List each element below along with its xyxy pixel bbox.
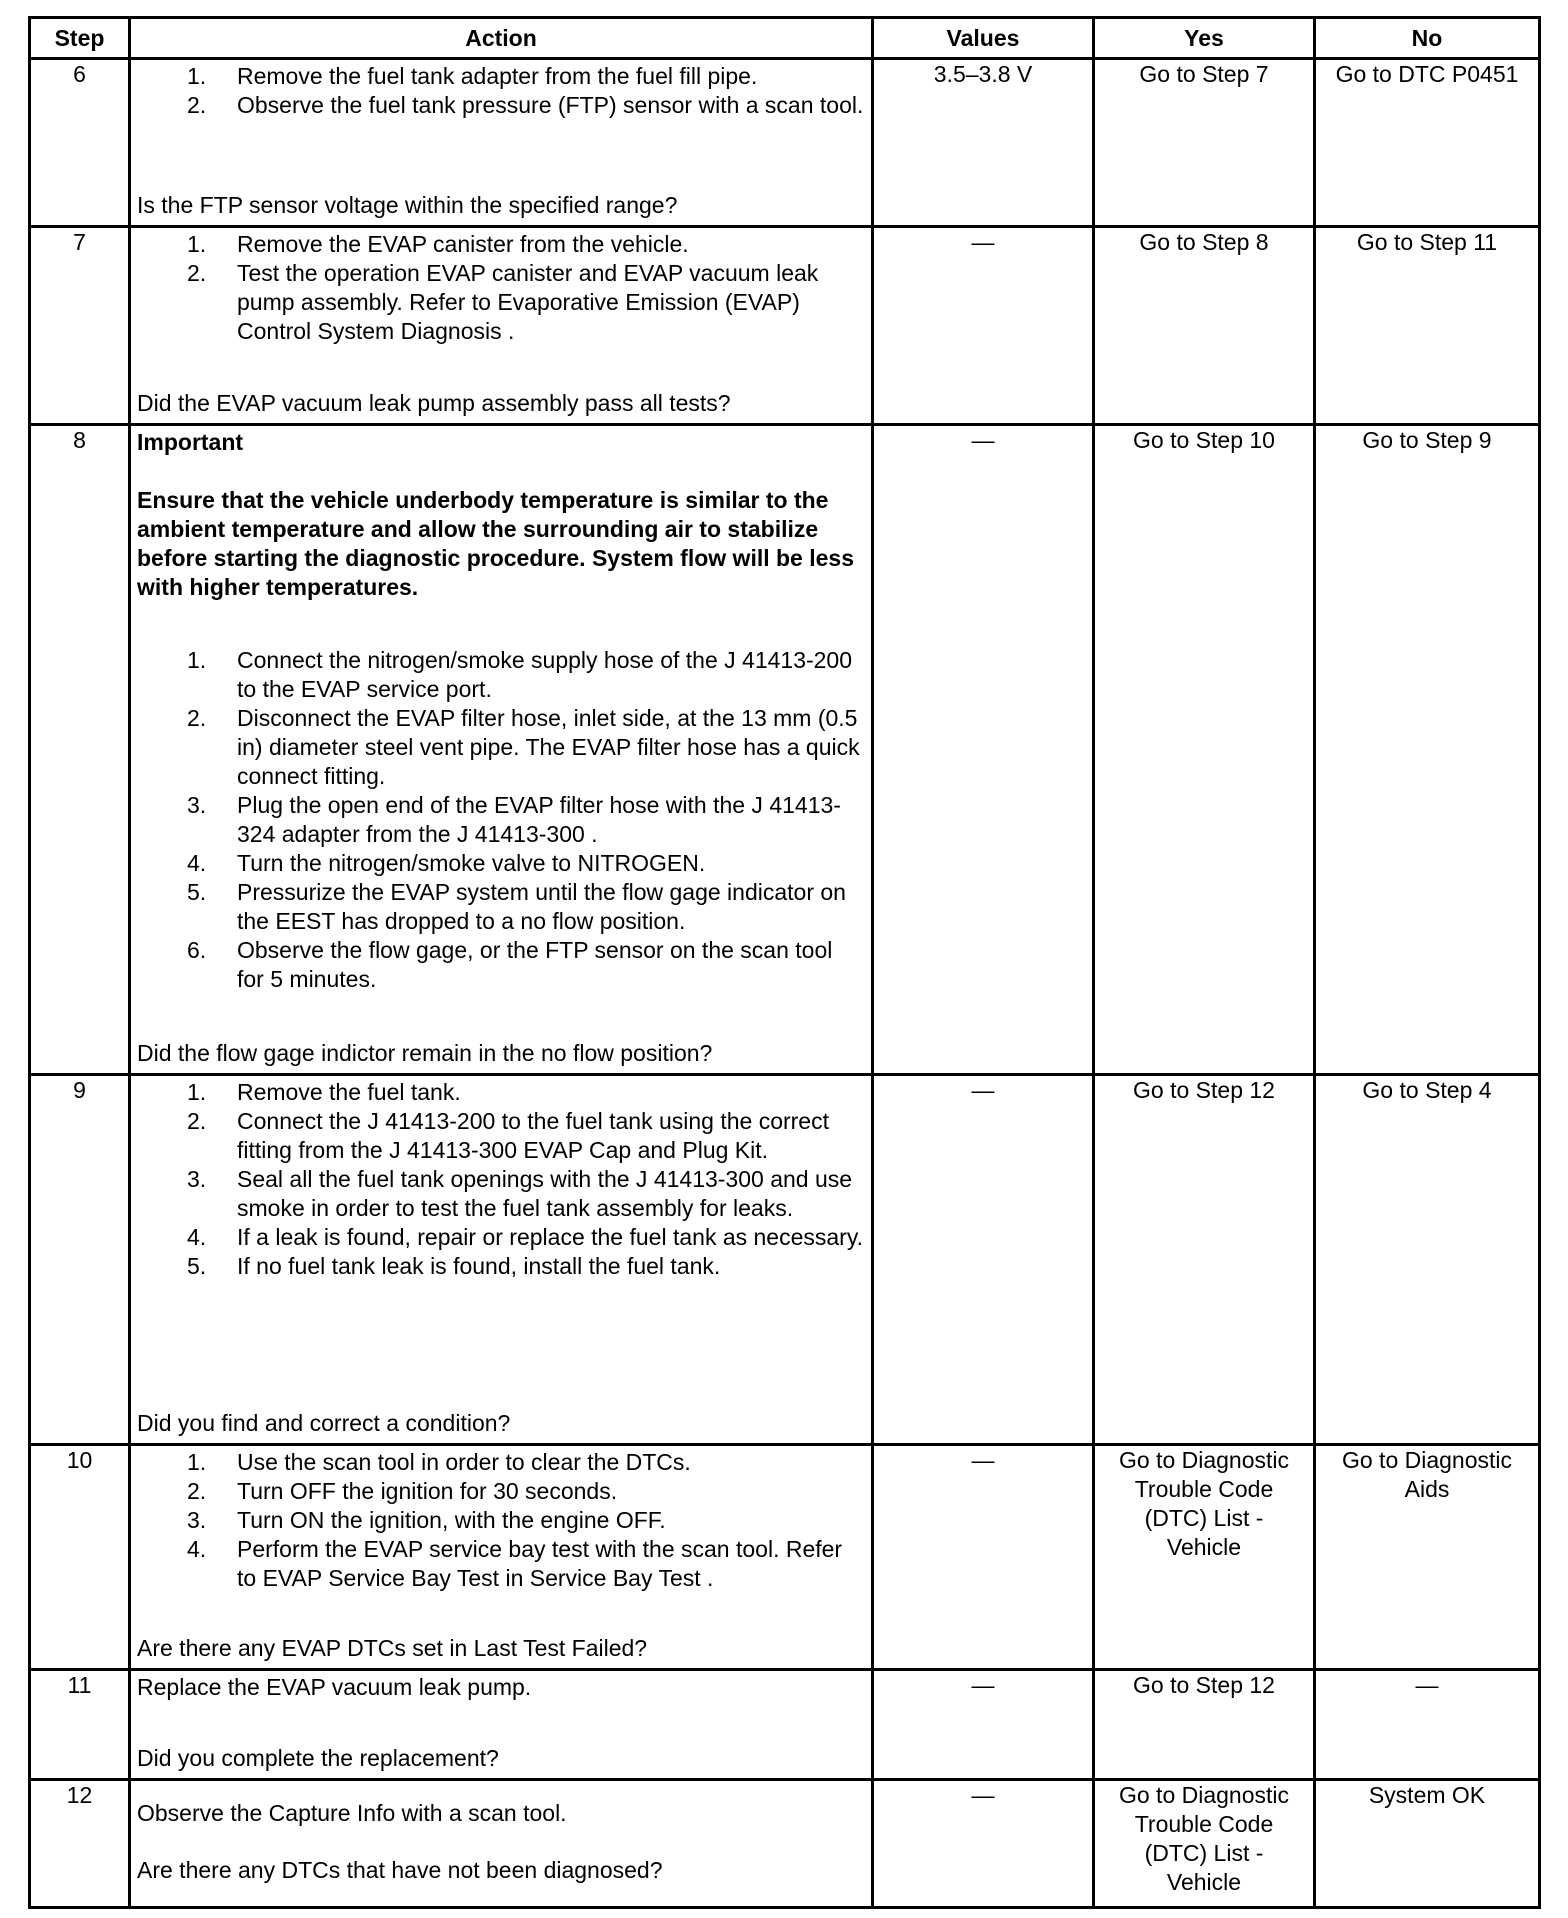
action-list: [137, 1448, 865, 1593]
action-cell: [130, 1075, 873, 1445]
step-number: 12: [30, 1780, 130, 1908]
list-item: 6. Observe the flow gage, or the FTP sensor on the scan tool for 5 minutes.: [187, 937, 833, 992]
step-number: 7: [30, 227, 130, 425]
no-cell: Go to Step 11: [1315, 227, 1540, 425]
action-cell: [130, 227, 873, 425]
list-item: 4. If a leak is found, repair or replace the fuel tank as necessary.: [187, 1224, 864, 1250]
no-cell: Go to Diagnostic Aids: [1315, 1445, 1540, 1670]
action-text: Replace the EVAP vacuum leak pump.: [137, 1674, 532, 1700]
no-cell: System OK: [1315, 1780, 1540, 1908]
no-cell: —: [1315, 1670, 1540, 1780]
list-item: 2. Turn OFF the ignition for 30 seconds.: [187, 1478, 618, 1504]
list-item: 3. Plug the open end of the EVAP filter hose with the J 41413-324 adapter from the J 41413-300 .: [187, 792, 841, 847]
action-cell: [130, 59, 873, 227]
header-no: No: [1315, 18, 1540, 59]
action-list: [137, 646, 865, 994]
list-item: 2. Observe the fuel tank pressure (FTP) sensor with a scan tool.: [187, 92, 864, 118]
yes-cell: Go to Step 8: [1094, 227, 1315, 425]
value-cell: —: [873, 1445, 1094, 1670]
important-text: Ensure that the vehicle underbody temperature is similar to the ambient temperature and allow the surrounding air to stabilize before starting the diagnostic procedure. System flow will be less with higher temperatures.: [137, 487, 854, 600]
question-text: Are there any EVAP DTCs set in Last Test Failed?: [137, 1635, 648, 1661]
step-number: 10: [30, 1445, 130, 1670]
yes-cell: Go to Step 10: [1094, 425, 1315, 1075]
action-list: [137, 230, 865, 346]
value-cell: —: [873, 227, 1094, 425]
step-number: 6: [30, 59, 130, 227]
value-cell: —: [873, 425, 1094, 1075]
no-cell: Go to Step 4: [1315, 1075, 1540, 1445]
list-item: 4. Perform the EVAP service bay test with the scan tool. Refer to EVAP Service Bay Test in Service Bay Test .: [187, 1536, 843, 1591]
table-row: [30, 1445, 1540, 1670]
header-step: Step: [30, 18, 130, 59]
list-item: 3. Seal all the fuel tank openings with the J 41413-300 and use smoke in order to test the fuel tank assembly for leaks.: [187, 1166, 853, 1221]
yes-cell: Go to Step 12: [1094, 1075, 1315, 1445]
no-cell: Go to Step 9: [1315, 425, 1540, 1075]
yes-cell: Go to Step 7: [1094, 59, 1315, 227]
question-text: Did the flow gage indictor remain in the no flow position?: [137, 1040, 713, 1066]
value-cell: —: [873, 1670, 1094, 1780]
step-number: 8: [30, 425, 130, 1075]
header-values: Values: [873, 18, 1094, 59]
value-cell: —: [873, 1075, 1094, 1445]
action-cell: [130, 1445, 873, 1670]
action-list: [137, 1078, 865, 1281]
question-text: Did the EVAP vacuum leak pump assembly pass all tests?: [137, 390, 731, 416]
question-text: Did you complete the replacement?: [137, 1745, 499, 1771]
list-item: 1. Connect the nitrogen/smoke supply hose of the J 41413-200 to the EVAP service port.: [187, 647, 853, 702]
action-cell: [130, 425, 873, 1075]
diagnostic-table: [28, 16, 1541, 1909]
table-row: [30, 1780, 1540, 1908]
table-row: [30, 1670, 1540, 1780]
value-cell: 3.5–3.8 V: [873, 59, 1094, 227]
action-text: Observe the Capture Info with a scan tool.: [137, 1800, 567, 1826]
list-item: 2. Disconnect the EVAP filter hose, inlet side, at the 13 mm (0.5 in) diameter steel vent pipe. The EVAP filter hose has a quick connect fitting.: [187, 705, 860, 789]
yes-cell: Go to Step 12: [1094, 1670, 1315, 1780]
table-row: [30, 1075, 1540, 1445]
header-row: [30, 18, 1540, 59]
action-list: [137, 62, 865, 120]
list-item: 2. Test the operation EVAP canister and EVAP vacuum leak pump assembly. Refer to Evaporative Emission (EVAP) Control System Diagnosis .: [187, 260, 819, 344]
list-item: 3. Turn ON the ignition, with the engine OFF.: [187, 1507, 666, 1533]
action-cell: [130, 1780, 873, 1908]
no-cell: Go to DTC P0451: [1315, 59, 1540, 227]
list-item: 1. Remove the fuel tank adapter from the fuel fill pipe.: [187, 63, 758, 89]
important-title: Important: [137, 429, 244, 455]
yes-cell: Go to Diagnostic Trouble Code (DTC) List - Vehicle: [1094, 1445, 1315, 1670]
header-yes: Yes: [1094, 18, 1315, 59]
table-row: [30, 59, 1540, 227]
header-action: Action: [130, 18, 873, 59]
question-text: Is the FTP sensor voltage within the specified range?: [137, 192, 678, 218]
table-row: [30, 227, 1540, 425]
list-item: 5. Pressurize the EVAP system until the flow gage indicator on the EEST has dropped to a no flow position.: [187, 879, 846, 934]
step-number: 11: [30, 1670, 130, 1780]
step-number: 9: [30, 1075, 130, 1445]
question-text: Did you find and correct a condition?: [137, 1410, 511, 1436]
list-item: 5. If no fuel tank leak is found, install the fuel tank.: [187, 1253, 721, 1279]
list-item: 1. Remove the EVAP canister from the vehicle.: [187, 231, 689, 257]
list-item: 4. Turn the nitrogen/smoke valve to NITROGEN.: [187, 850, 706, 876]
list-item: 1. Use the scan tool in order to clear the DTCs.: [187, 1449, 691, 1475]
value-cell: —: [873, 1780, 1094, 1908]
question-text: Are there any DTCs that have not been diagnosed?: [137, 1857, 663, 1883]
table-row: [30, 425, 1540, 1075]
list-item: 2. Connect the J 41413-200 to the fuel tank using the correct fitting from the J 41413-300 EVAP Cap and Plug Kit.: [187, 1108, 829, 1163]
yes-cell: Go to Diagnostic Trouble Code (DTC) List - Vehicle: [1094, 1780, 1315, 1908]
list-item: 1. Remove the fuel tank.: [187, 1079, 461, 1105]
action-cell: [130, 1670, 873, 1780]
